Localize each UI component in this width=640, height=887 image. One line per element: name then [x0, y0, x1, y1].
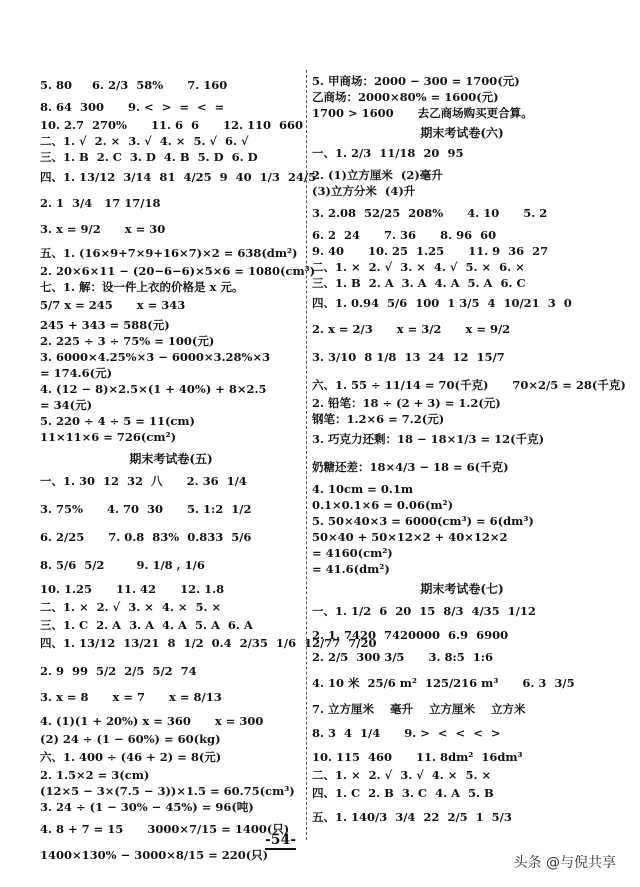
answer-line: 1400×130% − 3000×8/15 = 220(只)	[40, 848, 269, 862]
answer-line: 一、1. 2/3 11/18 20 95	[312, 146, 464, 160]
answer-line: 2. x = 2/3 x = 3/2 x = 9/2	[312, 322, 511, 336]
answer-line: 4. 8 + 7 = 15 3000×7/15 = 1400(只)	[40, 822, 290, 836]
answer-line: 5. 80 6. 2/3 58% 7. 160	[40, 78, 228, 92]
answer-line: 3. 24 ÷ (1 − 30% − 45%) = 96(吨)	[40, 800, 254, 814]
answer-line: 四、1. 13/12 3/14 81 4/25 9 40 1/3 24/5	[40, 170, 317, 184]
answer-line: 奶糖还差：18×4/3 − 18 = 6(千克)	[312, 460, 509, 474]
answer-line: 3. 3/10 8 1/8 13 24 12 15/7	[312, 350, 505, 364]
answer-line: 二、1. √ 2. × 3. √ 4. × 5. √ 6. √	[40, 134, 249, 148]
answer-line: 3. 75% 4. 70 30 5. 1:2 1/2	[40, 502, 252, 516]
answer-line: 8. 5/6 5/2 9. 1/8 , 1/6	[40, 558, 205, 572]
answer-line: 10. 115 460 11. 8dm² 16dm³	[312, 750, 523, 764]
answer-line: 7. 立方厘米 毫升 立方厘米 立方米	[312, 702, 526, 716]
answer-line: 4. (1)(1 + 20%) x = 360 x = 300	[40, 714, 264, 728]
answer-line: 6. 2/25 7. 0.8 83% 0.833 5/6	[40, 530, 252, 544]
answer-line: = 4160(cm²)	[312, 546, 393, 560]
answer-line: 1700 > 1600 去乙商场购买更合算。	[312, 106, 533, 120]
answer-line: 三、1. B 2. A 3. A 4. A 5. A 6. C	[312, 276, 526, 290]
answer-line: = 34(元)	[40, 398, 93, 412]
answer-line: 3. x = 9/2 x = 30	[40, 222, 166, 236]
answer-line: 六、1. 55 ÷ 11/14 = 70(千克) 70×2/5 = 28(千克)	[312, 378, 626, 392]
answer-line: = 174.6(元)	[40, 366, 113, 380]
answer-line: 2. (1)立方厘米 (2)毫升	[312, 168, 443, 182]
section-heading: 期末考试卷(五)	[129, 452, 213, 466]
answer-line: 4. 10cm = 0.1m	[312, 482, 414, 496]
answer-line: 四、1. C 2. B 3. C 4. A 5. B	[312, 786, 494, 800]
answer-line: 一、1. 1/2 6 20 15 8/3 4/35 1/12	[312, 604, 536, 618]
page-number-text: -54-	[265, 832, 297, 848]
answer-line: 五、1. (16×9+7×9+16×7)×2 = 638(dm²)	[40, 246, 298, 260]
answer-line: 3. 6000×4.25%×3 − 6000×3.28%×3	[40, 350, 271, 364]
answer-line: 3. 巧克力还剩：18 − 18×1/3 = 12(千克)	[312, 432, 545, 446]
answer-line: 2. 20×6×11 − (20−6−6)×5×6 = 1080(cm³)	[40, 264, 316, 278]
answer-line: 4. 10 米 25/6 m² 125/216 m³ 6. 3 3/5	[312, 676, 575, 690]
answer-line: (12×5 − 3×(7.5 − 3))×1.5 = 60.75(cm³)	[40, 784, 295, 798]
section-heading: 期末考试卷(六)	[420, 126, 504, 140]
column-divider	[306, 70, 307, 840]
watermark: 头条 @与倪共享	[510, 850, 620, 874]
answer-line: 六、1. 400 ÷ (46 + 2) = 8(元)	[40, 750, 222, 764]
answer-line: 2. 225 ÷ 3 ÷ 75% = 100(元)	[40, 334, 215, 348]
answer-line: 50×40 + 50×12×2 + 40×12×2	[312, 530, 508, 544]
answer-line: 2. 铅笔：18 ÷ (2 + 3) = 1.2(元)	[312, 396, 501, 410]
answer-line: 5. 220 ÷ 4 ÷ 5 = 11(cm)	[40, 414, 196, 428]
answer-line: 七、1. 解：设一件上衣的价格是 x 元。	[40, 280, 244, 294]
answer-line: 三、1. B 2. C 3. D 4. B 5. D 6. D	[40, 150, 258, 164]
answer-line: 3. 2.08 52/25 208% 4. 10 5. 2	[312, 206, 548, 220]
answer-line: 二、1. × 2. √ 3. √ 4. × 5. ×	[312, 768, 492, 782]
answer-line: 5/7 x = 245 x = 343	[40, 298, 186, 312]
answer-line: (2) 24 ÷ (1 − 60%) = 60(kg)	[40, 732, 221, 746]
answer-line: 三、1. C 2. A 3. A 4. A 5. A 6. A	[40, 618, 253, 632]
answer-line: (3)立方分米 (4)升	[312, 184, 416, 198]
answer-line: 8. 3 4 1/4 9. > < < < >	[312, 726, 501, 740]
answer-line: 钢笔：1.2×6 = 7.2(元)	[312, 412, 445, 426]
answer-line: 9. 40 10. 25 1.25 11. 9 36 27	[312, 244, 549, 258]
answer-line: 2. 9 99 5/2 2/5 5/2 74	[40, 664, 197, 678]
answer-line: 10. 2.7 270% 11. 6 6 12. 110 660	[40, 118, 304, 132]
answer-line: 11×11×6 = 726(cm²)	[40, 430, 177, 444]
answer-line: 3. x = 8 x = 7 x = 8/13	[40, 690, 222, 704]
answer-line: 2. 1.5×2 = 3(cm)	[40, 768, 150, 782]
section-heading: 期末考试卷(七)	[420, 582, 504, 596]
answer-line: 0.1×0.1×6 = 0.06(m²)	[312, 498, 454, 512]
answer-line: 8. 64 300 9. < > = < =	[40, 100, 225, 114]
answer-line: 4. (12 − 8)×2.5×(1 + 40%) + 8×2.5	[40, 382, 267, 396]
page-number	[265, 832, 296, 850]
answer-line: 245 + 343 = 588(元)	[40, 318, 170, 332]
answer-line: 五、1. 140/3 3/4 22 2/5 1 5/3	[312, 810, 512, 824]
answer-line: 乙商场：2000×80% = 1600(元)	[312, 90, 499, 104]
answer-line: 10. 1.25 11. 42 12. 1.8	[40, 582, 225, 596]
answer-line: 5. 50×40×3 = 6000(cm³) = 6(dm³)	[312, 514, 534, 528]
answer-line: 二、1. × 2. √ 3. × 4. × 5. ×	[40, 600, 222, 614]
answer-line: 二、1. × 2. √ 3. × 4. √ 5. × 6. ×	[312, 260, 525, 274]
answer-line: 6. 2 24 7. 36 8. 96 60	[312, 228, 497, 242]
answer-line: 一、1. 30 12 32 八 2. 36 1/4	[40, 474, 247, 488]
answer-line: 2. 2/5 300 3/5 3. 8:5 1:6	[312, 650, 493, 664]
answer-line: 5. 甲商场：2000 − 300 = 1700(元)	[312, 74, 520, 88]
answer-line: 2. 1 3/4 17 17/18	[40, 196, 161, 210]
answer-line: = 41.6(dm²)	[312, 562, 390, 576]
answer-line: 四、1. 0.94 5/6 100 1 3/5 4 10/21 3 0	[312, 296, 572, 310]
answer-line: 四、1. 13/12 13/21 8 1/2 0.4 2/35 1/6 12/77 7/20	[40, 636, 377, 650]
answer-line: 2. 1. 7420 7420000 6.9 6900	[312, 628, 509, 642]
